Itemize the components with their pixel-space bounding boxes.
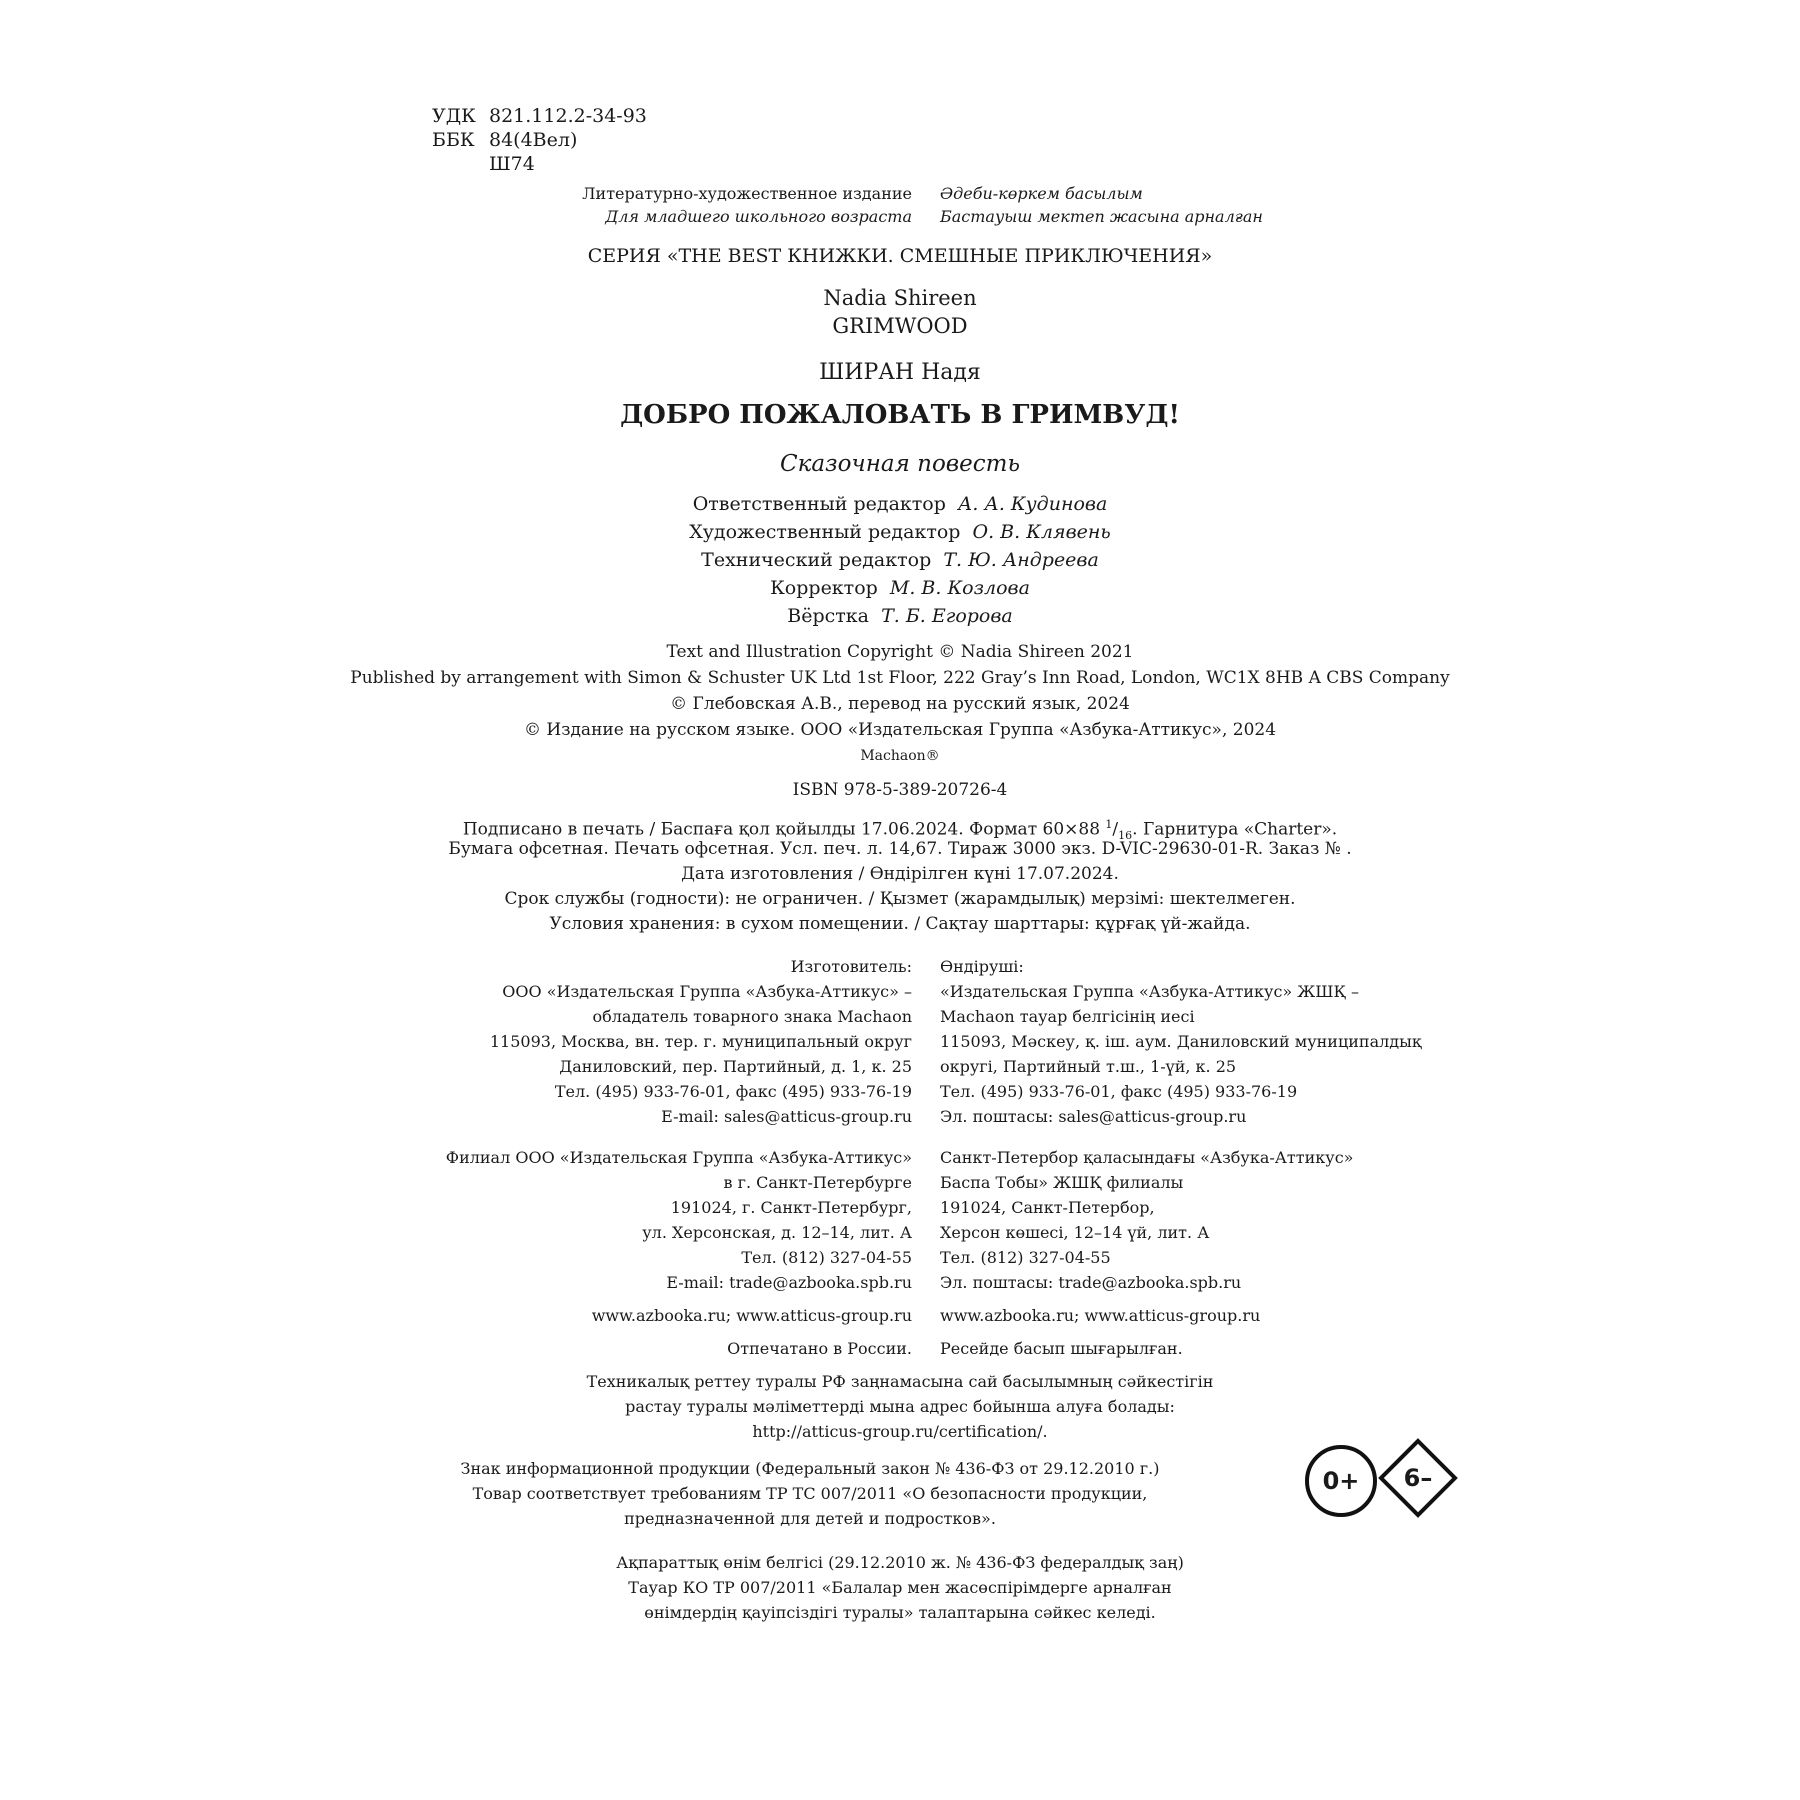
isbn: ISBN 978-5-389-20726-4 (792, 780, 1008, 800)
series-title: СЕРИЯ «THE BEST КНИЖКИ. СМЕШНЫЕ ПРИКЛЮЧЕНИЯ» (587, 245, 1213, 267)
fraction-numerator: 1 (1105, 818, 1113, 831)
manufacturer-ru-email: E-mail: sales@atticus-group.ru (661, 1107, 912, 1126)
credit-role: Технический редактор (701, 549, 932, 571)
info-sign-ru-line: предназначенной для детей и подростков». (624, 1509, 996, 1528)
branch-ru-line: ул. Херсонская, д. 12–14, лит. А (642, 1223, 912, 1242)
websites-ru: www.azbooka.ru; www.atticus-group.ru (591, 1306, 912, 1325)
branch-kz-line: Тел. (812) 327-04-55 (940, 1248, 1111, 1267)
manufacturer-kz-line: Өндіруші: (940, 957, 1024, 976)
age-rating-diamond-label: 6– (1403, 1464, 1433, 1492)
manufacturer-kz-line: округі, Партийный т.ш., 1-үй, к. 25 (940, 1057, 1237, 1076)
print-info-line: Дата изготовления / Өндірілген күні 17.07.2024. (681, 864, 1119, 884)
certification-line: Техникалық реттеу туралы РФ заңнамасына сай басылымның сәйкестігін (586, 1372, 1214, 1391)
udk-line (432, 104, 647, 128)
branch-kz-line: Баспа Тобы» ЖШҚ филиалы (940, 1173, 1184, 1192)
branch-ru-email: E-mail: trade@azbooka.spb.ru (666, 1273, 912, 1292)
print-info-text: Подписано в печать / Баспаға қол қойылды 17.06.2024. Формат 60×88 (462, 819, 1106, 840)
info-sign-kz-line: өнімдердің қауіпсіздігі туралы» талаптарына сәйкес келеді. (644, 1603, 1156, 1622)
certification-line: растау туралы мәліметтерді мына адрес бойынша алуға болады: (625, 1397, 1175, 1416)
fraction-denominator: 16 (1118, 829, 1133, 843)
manufacturer-kz-line: Тел. (495) 933-76-01, факс (495) 933-76-19 (940, 1082, 1298, 1101)
credit-line (0, 518, 1800, 546)
info-sign-kz-line: Тауар КО ТР 007/2011 «Балалар мен жасөспірімдерге арналған (628, 1578, 1172, 1597)
edition-type-ru-2: Для младшего школьного возраста (605, 207, 912, 226)
credit-name: Т. Ю. Андреева (943, 549, 1099, 571)
author-ru: ШИРАН Надя (819, 360, 981, 385)
age-rating-diamond-badge (1378, 1438, 1458, 1518)
info-sign-ru-line: Товар соответствует требованиям ТР ТС 007/2011 «О безопасности продукции, (472, 1484, 1148, 1503)
copyright-line: © Глебовская А.В., перевод на русский язык, 2024 (670, 694, 1130, 714)
manufacturer-kz-line: Machaon тауар белгісінің иесі (940, 1007, 1195, 1026)
manufacturer-kz-email: Эл. поштасы: sales@atticus-group.ru (940, 1107, 1247, 1126)
trademark: Machaon® (860, 748, 940, 764)
bbk-label: ББК (432, 129, 475, 151)
info-sign-kz-line: Ақпараттық өнім белгісі (29.12.2010 ж. № 436-ФЗ федералдық заң) (616, 1553, 1184, 1572)
printed-in-ru: Отпечатано в России. (727, 1339, 912, 1358)
branch-ru-line: Филиал ООО «Издательская Группа «Азбука-Аттикус» (445, 1148, 912, 1167)
branch-kz-line: Санкт-Петербор қаласындағы «Азбука-Аттикус» (940, 1148, 1354, 1167)
print-info-text: . Гарнитура «Charter». (1132, 819, 1338, 840)
original-title: GRIMWOOD (832, 314, 968, 338)
genre: Сказочная повесть (779, 451, 1021, 477)
udk-value: 821.112.2-34-93 (489, 105, 647, 127)
copyright-line: © Издание на русском языке. ООО «Издательская Группа «Азбука-Аттикус», 2024 (523, 720, 1277, 740)
branch-ru-line: в г. Санкт-Петербурге (723, 1173, 912, 1192)
info-sign-ru-line: Знак информационной продукции (Федеральный закон № 436-ФЗ от 29.12.2010 г.) (460, 1459, 1160, 1478)
credit-role: Вёрстка (787, 605, 869, 627)
bbk-value: 84(4Вел) (489, 129, 578, 151)
age-rating-circle-badge: 0+ (1305, 1445, 1377, 1517)
branch-kz-email: Эл. поштасы: trade@azbooka.spb.ru (940, 1273, 1242, 1292)
manufacturer-ru-line: Изготовитель: (790, 957, 912, 976)
certification-url: http://atticus-group.ru/certification/. (752, 1422, 1048, 1441)
print-info-line: Бумага офсетная. Печать офсетная. Усл. печ. л. 14,67. Тираж 3000 экз. D-VIC-29630-01-R. Заказ № . (448, 839, 1352, 859)
print-info-line: Срок службы (годности): не ограничен. / Қызмет (жарамдылық) мерзімі: шектелмеген. (504, 889, 1296, 909)
branch-kz-line: 191024, Санкт-Петербор, (940, 1198, 1155, 1217)
manufacturer-ru-line: обладатель товарного знака Machaon (592, 1007, 912, 1026)
credit-line (0, 490, 1800, 518)
bbk-line (432, 128, 577, 152)
credit-line (0, 574, 1800, 602)
branch-ru-line: Тел. (812) 327-04-55 (741, 1248, 912, 1267)
printed-in-kz: Ресейде басып шығарылған. (940, 1339, 1183, 1358)
print-info-line: Условия хранения: в сухом помещении. / Сақтау шарттары: құрғақ үй-жайда. (549, 914, 1251, 934)
copyright-line: Published by arrangement with Simon & Schuster UK Ltd 1st Floor, 222 Gray’s Inn Road, London, WC1X 8HB A CBS Company (350, 668, 1450, 688)
udk-label: УДК (432, 105, 476, 127)
manufacturer-ru-line: 115093, Москва, вн. тер. г. муниципальный округ (489, 1032, 912, 1051)
credit-name: М. В. Козлова (889, 577, 1030, 599)
websites-kz: www.azbooka.ru; www.atticus-group.ru (940, 1306, 1261, 1325)
edition-type-ru-1: Литературно-художественное издание (582, 184, 912, 203)
edition-type-kz-1: Әдеби-көркем басылым (940, 184, 1143, 203)
credit-role: Художественный редактор (689, 521, 961, 543)
branch-kz-line: Херсон көшесі, 12–14 үй, лит. А (940, 1223, 1210, 1242)
branch-ru-line: 191024, г. Санкт-Петербург, (670, 1198, 912, 1217)
manufacturer-ru-line: ООО «Издательская Группа «Азбука-Аттикус» – (502, 982, 912, 1001)
manufacturer-ru-line: Тел. (495) 933-76-01, факс (495) 933-76-19 (554, 1082, 912, 1101)
credit-line (0, 546, 1800, 574)
manufacturer-kz-line: 115093, Мәскеу, қ. іш. аум. Даниловский муниципалдық (940, 1032, 1422, 1051)
credit-role: Корректор (770, 577, 878, 599)
credit-name: А. А. Кудинова (958, 493, 1108, 515)
credit-name: Т. Б. Егорова (881, 605, 1013, 627)
credit-role: Ответственный редактор (692, 493, 946, 515)
original-author: Nadia Shireen (823, 286, 977, 310)
credit-name: О. В. Клявень (972, 521, 1111, 543)
copyright-line: Text and Illustration Copyright © Nadia Shireen 2021 (666, 642, 1134, 662)
credit-line (0, 602, 1800, 630)
edition-type-kz-2: Бастауыш мектеп жасына арналған (940, 207, 1263, 226)
manufacturer-ru-line: Даниловский, пер. Партийный, д. 1, к. 25 (559, 1057, 912, 1076)
print-info-line: Подписано в печать / Баспаға қол қойылды 17.06.2024. Формат 60×88 $^1/_{16}$. Гарнитура «Charter». (462, 818, 1338, 843)
author-code: Ш74 (489, 153, 535, 175)
book-title: ДОБРО ПОЖАЛОВАТЬ В ГРИМВУД! (620, 400, 1180, 430)
manufacturer-kz-line: «Издательская Группа «Азбука-Аттикус» ЖШҚ – (940, 982, 1359, 1001)
